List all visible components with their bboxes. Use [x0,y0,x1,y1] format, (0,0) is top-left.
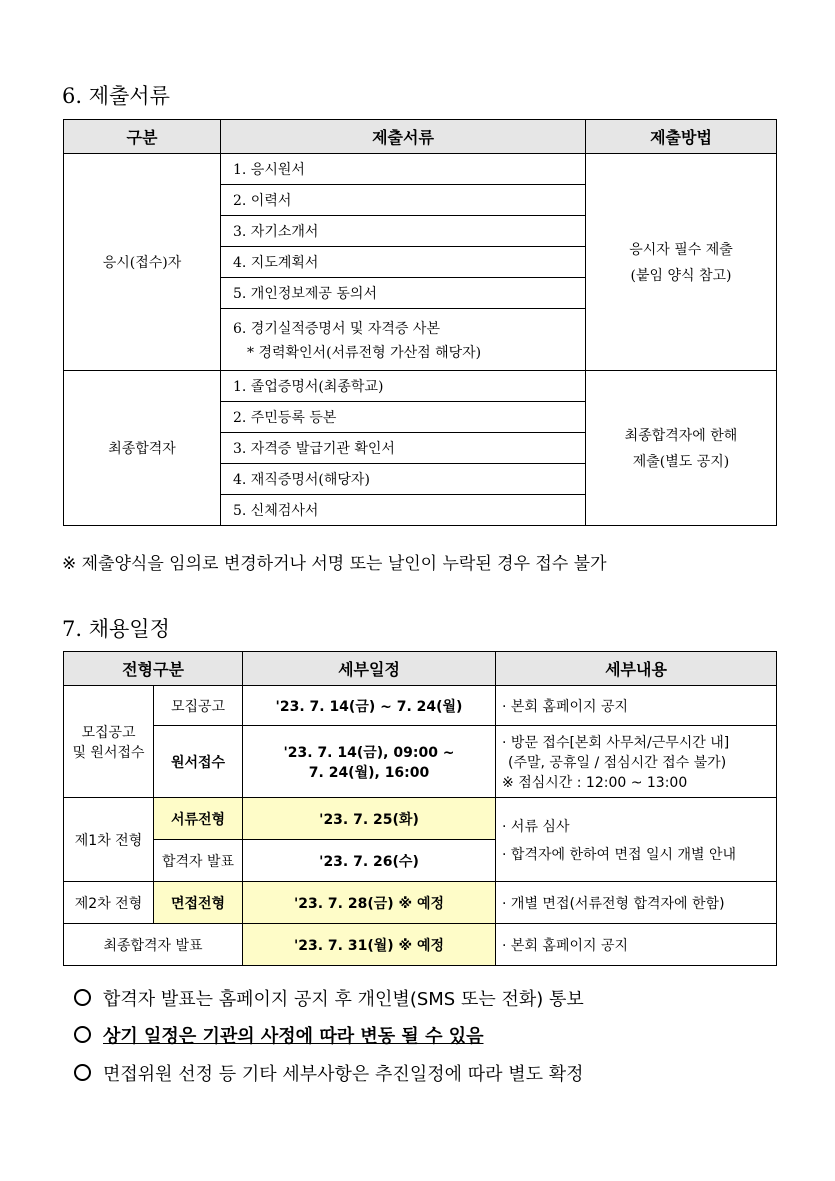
doc-item: 5. 개인정보제공 동의서 [221,278,586,309]
final-doc-item: 4. 재직증명서(해당자) [221,464,586,495]
group-first-stage-label: 제1차 전형 [64,798,154,882]
final-doc-item: 5. 신체검사서 [221,495,586,526]
header-method: 제출방법 [586,120,777,154]
doc-item: 3. 자기소개서 [221,216,586,247]
sub-first-announcement: 합격자 발표 [154,840,243,882]
bullet-item-emphasis: 상기 일정은 기관의 사정에 따라 변동 될 수 있음 [74,1022,484,1048]
final-announcement-label: 최종합격자 발표 [64,924,243,966]
date-interview: '23. 7. 28(금) ※ 예정 [243,882,496,924]
header-stage: 전형구분 [64,652,243,686]
submission-note: ※ 제출양식을 임의로 변경하거나 서명 또는 날인이 누락된 경우 접수 불가 [62,554,607,574]
sub-application: 원서접수 [154,726,243,798]
final-doc-item: 1. 졸업증명서(최종학교) [221,371,586,402]
section-6-title: 6. 제출서류 [62,84,170,108]
detail-first-stage: · 서류 심사 · 합격자에 한하여 면접 일시 개별 안내 [496,798,777,882]
sub-document-screening: 서류전형 [154,798,243,840]
header-category: 구분 [64,120,221,154]
detail-recruit-notice: · 본회 홈페이지 공지 [496,686,777,726]
header-schedule: 세부일정 [243,652,496,686]
detail-interview: · 개별 면접(서류전형 합격자에 한함) [496,882,777,924]
date-first-announcement: '23. 7. 26(수) [243,840,496,882]
circle-bullet-icon [74,1064,91,1081]
bullet-item: 면접위원 선정 등 기타 세부사항은 추진일정에 따라 별도 확정 [74,1060,583,1086]
circle-bullet-icon [74,989,91,1006]
doc-item: 4. 지도계획서 [221,247,586,278]
date-application: '23. 7. 14(금), 09:00 ~ 7. 24(월), 16:00 [243,726,496,798]
header-documents: 제출서류 [221,120,586,154]
final-doc-item: 3. 자격증 발급기관 확인서 [221,433,586,464]
schedule-table [63,651,777,966]
final-doc-item: 2. 주민등록 등본 [221,402,586,433]
group-second-stage-label: 제2차 전형 [64,882,154,924]
sub-recruit-notice: 모집공고 [154,686,243,726]
detail-final-announcement: · 본회 홈페이지 공지 [496,924,777,966]
doc-item: 1. 응시원서 [221,154,586,185]
doc-item: 2. 이력서 [221,185,586,216]
date-document-screening: '23. 7. 25(화) [243,798,496,840]
detail-application: · 방문 접수[본회 사무처/근무시간 내] (주말, 공휴일 / 점심시간 접수 불가) ※ 점심시간 : 12:00 ~ 13:00 [496,726,777,798]
doc-item-6: 6. 경기실적증명서 및 자격증 사본 * 경력확인서(서류전형 가산점 해당자) [221,309,586,371]
header-details: 세부내용 [496,652,777,686]
applicant-method: 응시자 필수 제출 (붙임 양식 참고) [586,154,777,371]
date-final-announcement: '23. 7. 31(월) ※ 예정 [243,924,496,966]
applicant-label: 응시(접수)자 [64,154,221,371]
final-label: 최종합격자 [64,371,221,526]
final-method: 최종합격자에 한해 제출(별도 공지) [586,371,777,526]
documents-table [63,119,777,526]
section-7-title: 7. 채용일정 [62,617,170,641]
group-recruit-label: 모집공고 및 원서접수 [64,686,154,798]
sub-interview: 면접전형 [154,882,243,924]
bullet-item: 합격자 발표는 홈페이지 공지 후 개인별(SMS 또는 전화) 통보 [74,985,584,1011]
date-recruit-notice: '23. 7. 14(금) ~ 7. 24(월) [243,686,496,726]
circle-bullet-icon [74,1026,91,1043]
